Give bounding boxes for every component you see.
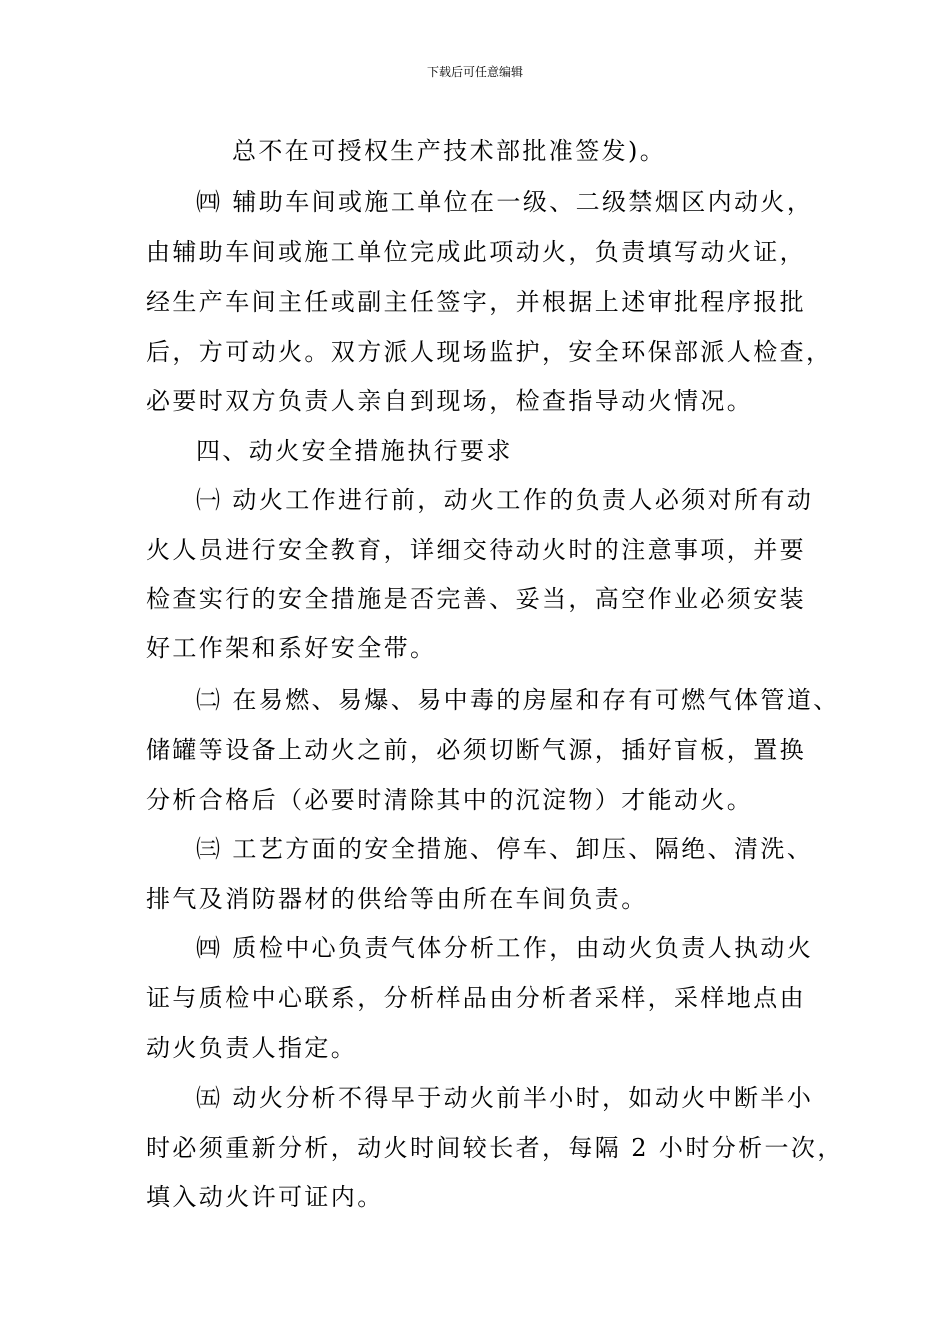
text-line: ㈠ 动火工作进行前，动火工作的负责人必须对所有动: [196, 486, 814, 514]
text-line: 必要时双方负责人亲自到现场，检查指导动火情况。: [146, 387, 754, 415]
text-line: 填入动火许可证内。: [146, 1183, 384, 1211]
text-line: ㈣ 质检中心负责气体分析工作，由动火负责人执动火: [196, 934, 814, 962]
section-heading: 四、动火安全措施执行要求: [196, 437, 513, 465]
page-header-note: 下载后可任意编辑: [426, 65, 523, 79]
text-line: ㈣ 辅助车间或施工单位在一级、二级禁烟区内动火，: [196, 188, 814, 216]
text-line: 由辅助车间或施工单位完成此项动火，负责填写动火证，: [146, 238, 806, 266]
text-line: 分析合格后（必要时清除其中的沉淀物）才能动火。: [146, 786, 754, 814]
text-line: 后，方可动火。双方派人现场监护，安全环保部派人检查，: [146, 338, 833, 366]
text-line: 时必须重新分析，动火时间较长者，每隔 2 小时分析一次，: [146, 1134, 844, 1162]
text-line: 动火负责人指定。: [146, 1034, 358, 1062]
text-line: ㈢ 工艺方面的安全措施、停车、卸压、隔绝、清洗、: [196, 835, 814, 863]
text-line: 储罐等设备上动火之前，必须切断气源，插好盲板，置换: [146, 736, 806, 764]
text-line: 好工作架和系好安全带。: [146, 634, 437, 662]
text-line: 证与质检中心联系，分析样品由分析者采样，采样地点由: [146, 984, 806, 1012]
text-line: ㈡ 在易燃、易爆、易中毒的房屋和存有可燃气体管道、: [196, 686, 840, 714]
text-line: 排气及消防器材的供给等由所在车间负责。: [146, 885, 648, 913]
text-line: 检查实行的安全措施是否完善、妥当，高空作业必须安装: [146, 585, 806, 613]
text-line: 经生产车间主任或副主任签字，并根据上述审批程序报批: [146, 288, 806, 316]
text-line: 总不在可授权生产技术部批准签发)。: [232, 137, 667, 165]
text-line: ㈤ 动火分析不得早于动火前半小时，如动火中断半小: [196, 1084, 814, 1112]
text-line: 火人员进行安全教育，详细交待动火时的注意事项，并要: [146, 536, 806, 564]
